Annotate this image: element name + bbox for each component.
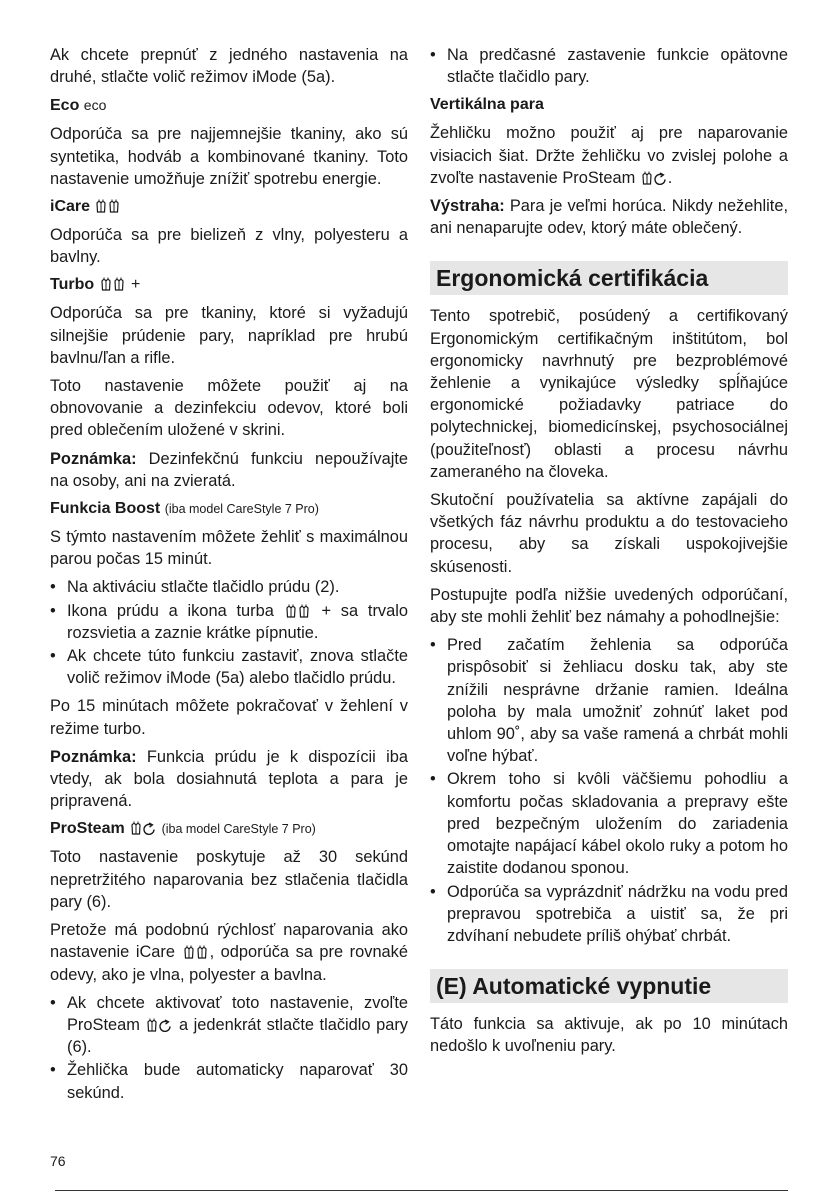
ergo-paragraph-3: Postupujte podľa nižšie uvedených odporúčaní, aby ste mohli žehliť bez námahy a pohodlnejšie: [430, 585, 788, 627]
note-label: Poznámka: [50, 449, 137, 468]
prosteam-list [50, 992, 408, 1104]
steam-icon [100, 277, 126, 291]
plus-symbol: + [131, 276, 141, 294]
steam-icon [285, 604, 311, 618]
left-column [50, 44, 408, 1110]
list-item: • Ikona prúdu a ikona turba + sa trvalo rozsvietia a zaznie krátke pípnutie. [50, 601, 408, 642]
list-item: • Pred začatím žehlenia sa odporúča prispôsobiť si žehliacu dosku tak, aby ste znížili nesprávne držanie ramien. Ideálna poloha by mala umožniť zohnúť laket pod uhlom 90˚, aby sa vaše ramená a chrbát mohli voľne hýbať. [430, 636, 788, 766]
boost-model-note: (iba model CareStyle 7 Pro) [164, 502, 319, 517]
boost-heading: Funkcia Boost (iba model CareStyle 7 Pro) [50, 500, 319, 518]
auto-off-paragraph: Táto funkcia sa aktivuje, ak po 10 minútach nedošlo k uvoľneniu pary. [430, 1015, 788, 1056]
boost-list [50, 576, 408, 689]
prosteam-model-note: (iba model CareStyle 7 Pro) [161, 822, 316, 837]
warning-label: Výstraha: [430, 197, 505, 216]
page-number: 76 [50, 1153, 66, 1169]
vertical-steam-heading: Vertikálna para [430, 96, 544, 114]
list-item: • Na predčasné zastavenie funkcie opätovne stlačte tlačidlo pary. [430, 46, 788, 87]
icare-heading: iCare [50, 196, 408, 218]
section-title-ergonomics: Ergonomická certifikácia [430, 261, 788, 295]
eco-symbol: eco [83, 97, 107, 114]
warning-paragraph: Výstraha: Para je veľmi horúca. Nikdy nežehlite, ani nenaparujte odev, ktorý máte oblečený. [430, 197, 788, 238]
list-item: • Okrem toho si kvôli väčšiemu pohodliu a komfortu počas skladovania a prepravy ešte pred bezpečným uložením do zariadenia omotajte napájací kábel okolo ruky a potom ho zaistite dodanou sponou. [430, 770, 788, 878]
steam-cycle-icon [130, 821, 156, 835]
list-item: • Na aktiváciu stlačte tlačidlo prúdu (2). [50, 578, 340, 597]
eco-heading: Eco eco [50, 97, 107, 115]
eco-paragraph: Odporúča sa pre najjemnejšie tkaniny, ako sú syntetika, hodváb a kombinované tkaniny. Toto nastavenie umožňuje znížiť spotrebu energie. [50, 125, 408, 188]
steam-icon [183, 945, 209, 959]
boost-after-paragraph: Po 15 minútach môžete pokračovať v žehlení v režime turbo. [50, 697, 408, 738]
list-item: • Ak chcete túto funkciu zastaviť, znova stlačte volič režimov iMode (5a) alebo tlačidlo prúdu. [50, 647, 408, 688]
steam-icon [95, 199, 121, 213]
icare-paragraph: Odporúča sa pre bielizeň z vlny, polyesteru a bavlny. [50, 226, 408, 267]
footer-divider [55, 1190, 788, 1191]
turbo-heading: Turbo + [50, 276, 141, 294]
turbo-paragraph-2: Toto nastavenie môžete použiť aj na obnovovanie a dezinfekciu odevov, ktoré boli pred oblečením uložené v skrini. [50, 377, 408, 440]
stop-list [430, 44, 788, 88]
boost-paragraph: S týmto nastavením môžete žehliť s maximálnou parou počas 15 minút. [50, 528, 408, 569]
intro-paragraph: Ak chcete prepnúť z jedného nastavenia na druhé, stlačte volič režimov iMode (5a). [50, 46, 408, 87]
prosteam-paragraph-2: Pretože má podobnú rýchlosť naparovania ako nastavenie iCare , odporúča sa pre rovnaké odevy, ako je vlna, polyester a bavlna. [50, 921, 408, 984]
prosteam-heading: ProSteam (iba model CareStyle 7 Pro) [50, 820, 316, 838]
section-title-auto-off: (E) Automatické vypnutie [430, 969, 788, 1003]
list-item: • Odporúča sa vyprázdniť nádržku na vodu pred prepravou spotrebiča a uistiť sa, že pri zdvíhaní nebudete príliš ohýbať chrbát. [430, 882, 788, 945]
prosteam-paragraph-1: Toto nastavenie poskytuje až 30 sekúnd nepretržitého naparovania bez stlačenia tlačidla pary (6). [50, 848, 408, 911]
ergo-list [430, 634, 788, 947]
steam-cycle-icon [146, 1018, 172, 1032]
turbo-paragraph-1: Odporúča sa pre tkaniny, ktoré si vyžadujú silnejšie prúdenie pary, napríklad pre hrubú bavlnu/ľan a rifle. [50, 304, 408, 367]
ergo-paragraph-1: Tento spotrebič, posúdený a certifikovaný Ergonomickým certifikačným inštitútom, bol ergonomicky navrhnutý pre bezproblémové žehlenie a vynikajúce výsledky spĺňajúce ergonomické požiadavky patriace do polytechnickej, biomedicínskej, psychosociálnej (použiteľnosť) oblasti a procesu návrhu zameraného na človeka. [430, 307, 788, 481]
note-label: Poznámka: [50, 747, 137, 766]
list-item: • Žehlička bude automaticky naparovať 30 sekúnd. [50, 1061, 408, 1102]
list-item: • Ak chcete aktivovať toto nastavenie, zvoľte ProSteam a jedenkrát stlačte tlačidlo pary (6). [50, 993, 408, 1057]
steam-cycle-icon [641, 171, 667, 185]
right-column [430, 44, 788, 1064]
note-boost: Poznámka: Funkcia prúdu je k dispozícii iba vtedy, ak bola dosiahnutá teplota a para je pripravená. [50, 747, 408, 811]
note-disinfection: Poznámka: Dezinfekčnú funkciu nepoužívajte na osoby, ani na zvieratá. [50, 449, 409, 490]
vertical-steam-paragraph: Žehličku možno použiť aj pre naparovanie visiacich šiat. Držte žehličku vo zvislej polohe a zvoľte nastavenie ProSteam . [430, 124, 788, 187]
ergo-paragraph-2: Skutoční používatelia sa aktívne zapájali do všetkých fáz návrhu produktu a do testovacieho procesu, aby sa získali uspokojivejšie skúsenosti. [430, 491, 788, 576]
